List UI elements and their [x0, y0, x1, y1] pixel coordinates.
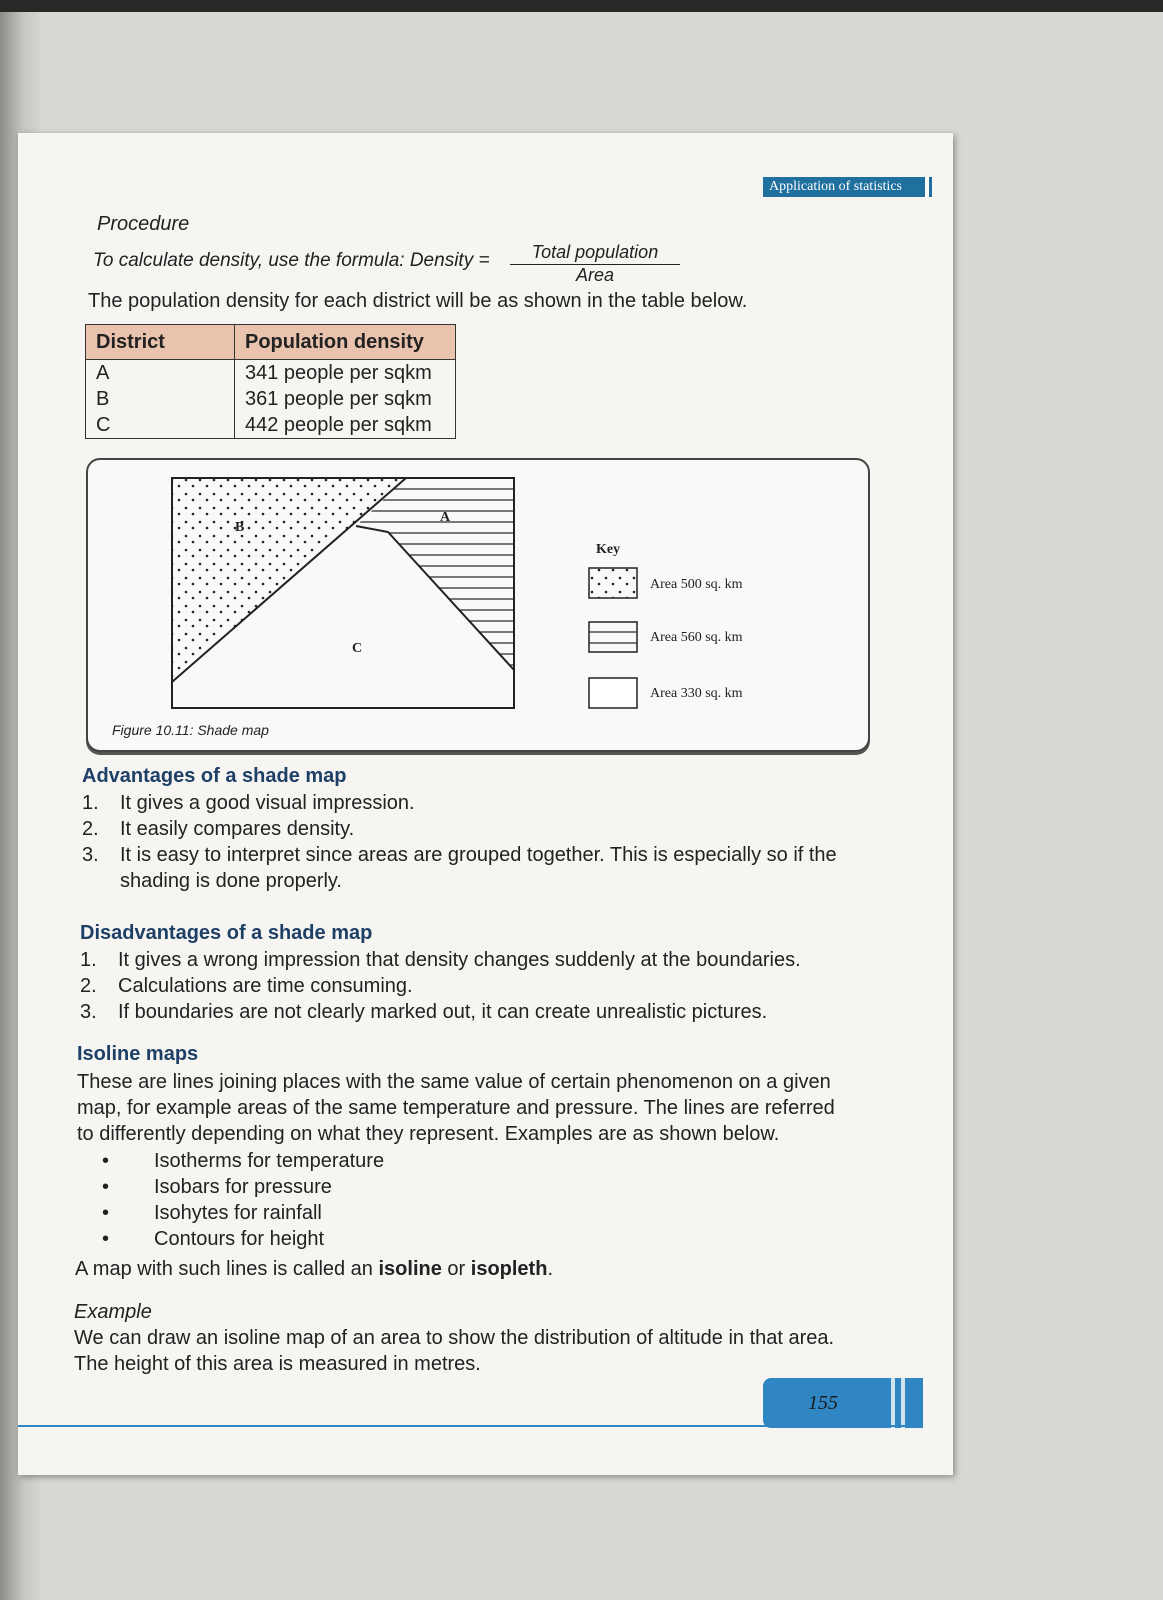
list-item: [77, 1176, 677, 1202]
tab-stripe: [891, 1378, 895, 1428]
isoline-heading: Isoline maps: [77, 1043, 199, 1065]
disadvantages-heading: Disadvantages of a shade map: [80, 922, 373, 944]
list-number: 2.: [80, 975, 97, 997]
list-item: [80, 949, 880, 975]
isoline-paragraph: [77, 1069, 877, 1147]
footer-rule: [18, 1425, 918, 1427]
list-item: [82, 844, 882, 870]
formula-numerator: Total population: [510, 242, 680, 265]
list-number: 3.: [82, 844, 99, 866]
para-line: We can draw an isoline map of an area to show the distribution of altitude in that area.: [74, 1327, 835, 1349]
table-header-district: District: [86, 325, 235, 360]
list-text: It gives a wrong impression that density changes suddenly at the boundaries.: [118, 949, 801, 971]
list-text: Isobars for pressure: [154, 1176, 332, 1198]
key-label-2: Area 560 sq. km: [650, 630, 743, 645]
key-swatch-blank: [589, 678, 637, 708]
page-number-tab: [763, 1378, 923, 1428]
list-item: [77, 1202, 677, 1228]
list-item: [82, 818, 882, 844]
section-tag: Application of statistics: [763, 177, 929, 197]
list-item: [82, 792, 882, 818]
bullet-icon: •: [102, 1202, 110, 1224]
figure-caption: Figure 10.11: Shade map: [112, 722, 269, 738]
list-number: 2.: [82, 818, 99, 840]
page-number: 155: [808, 1392, 838, 1414]
formula-denominator: Area: [575, 265, 615, 285]
map-key: [589, 542, 743, 708]
list-number: 3.: [80, 1001, 97, 1023]
bullet-icon: •: [102, 1150, 110, 1172]
summary-end: .: [547, 1258, 553, 1280]
table-cell-district: B: [86, 386, 235, 412]
para-line: These are lines joining places with the same value of certain phenomenon on a given: [77, 1071, 831, 1093]
region-a-hatched: [356, 478, 514, 670]
table-cell-density: 361 people per sqkm: [235, 386, 456, 412]
isoline-bullets: [77, 1150, 677, 1254]
isoline-summary: [75, 1256, 553, 1282]
para-line: map, for example areas of the same temperature and pressure. The lines are referred: [77, 1097, 835, 1119]
table-cell-density: 442 people per sqkm: [235, 412, 456, 439]
list-text: It gives a good visual impression.: [120, 792, 415, 814]
para-line: to differently depending on what they represent. Examples are as shown below.: [77, 1123, 780, 1145]
example-heading: Example: [74, 1301, 152, 1323]
key-swatch-dotted: [589, 568, 637, 598]
bullet-icon: •: [102, 1176, 110, 1198]
key-label-3: Area 330 sq. km: [650, 686, 743, 701]
advantages-heading: Advantages of a shade map: [82, 765, 347, 787]
procedure-heading: Procedure: [97, 213, 190, 235]
key-swatch-hatched: [589, 622, 637, 652]
list-item: [80, 975, 880, 1001]
list-text: It easily compares density.: [120, 818, 355, 840]
table-header-density: Population density: [235, 325, 456, 360]
table-cell-district: A: [86, 360, 235, 387]
region-label-c: C: [352, 641, 363, 656]
list-number: 1.: [80, 949, 97, 971]
summary-term-isopleth: isopleth: [470, 1258, 548, 1280]
key-title: Key: [596, 542, 621, 557]
list-text: Isohytes for rainfall: [154, 1202, 322, 1224]
region-label-b: B: [235, 520, 245, 535]
summary-prefix: A map with such lines is called an: [75, 1258, 379, 1280]
region-label-a: A: [440, 510, 451, 525]
bullet-icon: •: [102, 1228, 110, 1250]
tab-stripe: [901, 1378, 905, 1428]
formula-text: To calculate density, use the formula: Density =: [93, 250, 490, 271]
list-item: [77, 1228, 677, 1254]
list-number: 1.: [82, 792, 99, 814]
shade-map: [172, 478, 514, 708]
list-item: [77, 1150, 677, 1176]
key-label-1: Area 500 sq. km: [650, 577, 743, 592]
advantages-list: [82, 792, 882, 896]
list-text: Isotherms for temperature: [154, 1150, 385, 1172]
list-text: If boundaries are not clearly marked out, it can create unrealistic pictures.: [118, 1001, 768, 1023]
table-cell-district: C: [86, 412, 235, 439]
summary-term-isoline: isoline: [378, 1258, 442, 1280]
summary-mid: or: [441, 1258, 471, 1280]
list-text: Contours for height: [154, 1228, 325, 1250]
example-paragraph: [74, 1325, 874, 1377]
list-text: Calculations are time consuming.: [118, 975, 413, 997]
disadvantages-list: [80, 949, 880, 1027]
table-intro: The population density for each district will be as shown in the table below.: [88, 290, 748, 312]
list-text: shading is done properly.: [120, 870, 342, 892]
table-cell-density: 341 people per sqkm: [235, 360, 456, 387]
list-text: It is easy to interpret since areas are grouped together. This is especially so if the: [120, 844, 837, 866]
list-item-continuation: [82, 870, 882, 896]
para-line: The height of this area is measured in metres.: [74, 1353, 481, 1375]
list-item: [80, 1001, 880, 1027]
